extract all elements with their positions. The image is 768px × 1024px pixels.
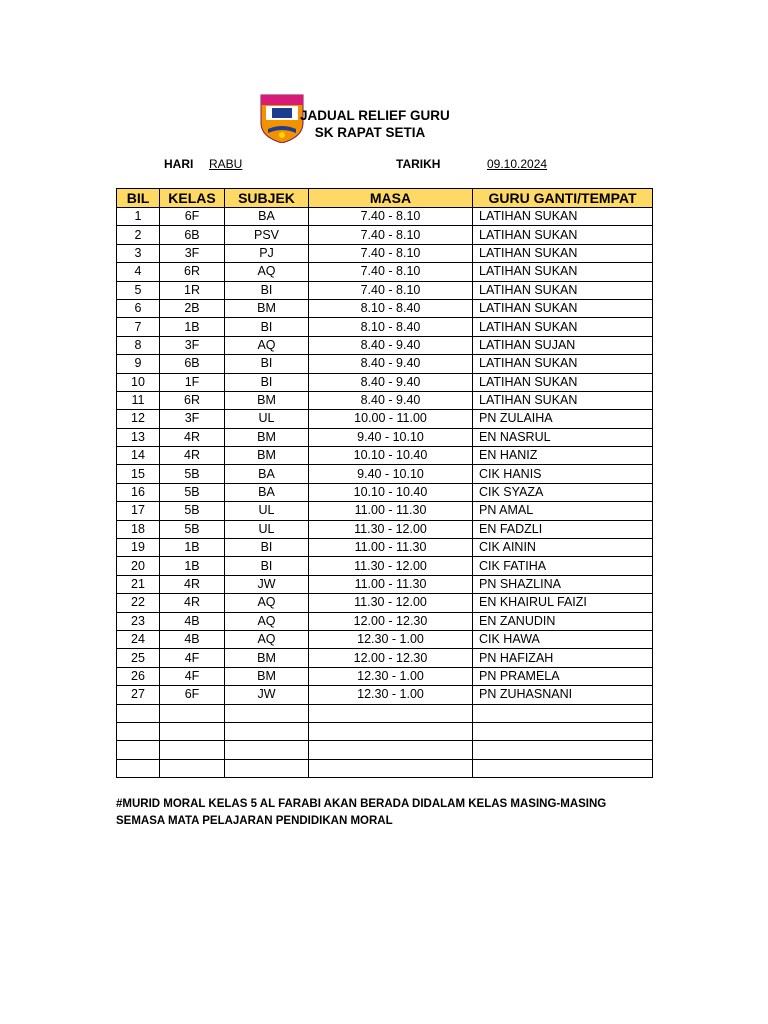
cell-subjek: BM <box>225 667 309 685</box>
table-row <box>117 373 653 391</box>
cell-kelas: 4B <box>160 630 225 648</box>
cell-masa: 7.40 - 8.10 <box>309 263 473 281</box>
cell-guru: PN ZULAIHA <box>473 410 653 428</box>
table-row <box>117 281 653 299</box>
cell-masa: 8.40 - 9.40 <box>309 391 473 409</box>
cell-kelas: 1F <box>160 373 225 391</box>
cell-guru: CIK HANIS <box>473 465 653 483</box>
cell-guru: LATIHAN SUKAN <box>473 208 653 226</box>
cell-subjek: BM <box>225 428 309 446</box>
cell-guru: LATIHAN SUKAN <box>473 244 653 262</box>
table-row <box>117 686 653 704</box>
cell-bil: 24 <box>117 630 160 648</box>
cell-masa: 8.40 - 9.40 <box>309 355 473 373</box>
cell-masa: 12.00 - 12.30 <box>309 649 473 667</box>
cell-kelas: 4R <box>160 428 225 446</box>
empty-cell <box>117 704 160 722</box>
cell-masa: 8.10 - 8.40 <box>309 299 473 317</box>
table-header-row <box>117 189 653 208</box>
cell-kelas: 4R <box>160 575 225 593</box>
cell-bil: 19 <box>117 539 160 557</box>
cell-bil: 8 <box>117 336 160 354</box>
cell-guru: LATIHAN SUKAN <box>473 373 653 391</box>
hari-value: RABU <box>209 157 243 171</box>
table-row <box>117 244 653 262</box>
table-row <box>117 336 653 354</box>
cell-subjek: BM <box>225 391 309 409</box>
cell-masa: 10.10 - 10.40 <box>309 483 473 501</box>
cell-bil: 20 <box>117 557 160 575</box>
empty-cell <box>117 741 160 759</box>
cell-kelas: 1B <box>160 318 225 336</box>
cell-bil: 26 <box>117 667 160 685</box>
table-row <box>117 263 653 281</box>
cell-bil: 5 <box>117 281 160 299</box>
empty-row <box>117 704 653 722</box>
empty-row <box>117 741 653 759</box>
cell-bil: 17 <box>117 502 160 520</box>
cell-guru: CIK HAWA <box>473 630 653 648</box>
cell-kelas: 4R <box>160 447 225 465</box>
empty-cell <box>225 759 309 777</box>
empty-row <box>117 722 653 740</box>
cell-masa: 8.10 - 8.40 <box>309 318 473 336</box>
cell-subjek: PSV <box>225 226 309 244</box>
cell-guru: LATIHAN SUKAN <box>473 299 653 317</box>
empty-cell <box>117 722 160 740</box>
cell-masa: 11.00 - 11.30 <box>309 539 473 557</box>
cell-bil: 7 <box>117 318 160 336</box>
cell-masa: 10.00 - 11.00 <box>309 410 473 428</box>
cell-guru: LATIHAN SUKAN <box>473 226 653 244</box>
cell-masa: 12.00 - 12.30 <box>309 612 473 630</box>
cell-guru: LATIHAN SUKAN <box>473 391 653 409</box>
cell-subjek: BI <box>225 355 309 373</box>
cell-masa: 7.40 - 8.10 <box>309 244 473 262</box>
table-body <box>117 208 653 778</box>
empty-cell <box>309 741 473 759</box>
cell-subjek: UL <box>225 502 309 520</box>
column-header-masa: MASA <box>309 189 473 208</box>
cell-kelas: 5B <box>160 483 225 501</box>
cell-masa: 11.30 - 12.00 <box>309 557 473 575</box>
cell-masa: 8.40 - 9.40 <box>309 336 473 354</box>
cell-guru: LATIHAN SUKAN <box>473 281 653 299</box>
cell-subjek: AQ <box>225 336 309 354</box>
cell-bil: 13 <box>117 428 160 446</box>
cell-subjek: JW <box>225 575 309 593</box>
cell-guru: CIK FATIHA <box>473 557 653 575</box>
title-line-2: SK RAPAT SETIA <box>314 125 426 140</box>
cell-guru: LATIHAN SUKAN <box>473 318 653 336</box>
table-row <box>117 483 653 501</box>
cell-guru: PN HAFIZAH <box>473 649 653 667</box>
cell-subjek: AQ <box>225 594 309 612</box>
empty-cell <box>160 741 225 759</box>
cell-masa: 12.30 - 1.00 <box>309 667 473 685</box>
column-header-kelas: KELAS <box>160 189 225 208</box>
cell-bil: 10 <box>117 373 160 391</box>
cell-kelas: 4F <box>160 649 225 667</box>
cell-kelas: 6F <box>160 208 225 226</box>
table-row <box>117 465 653 483</box>
column-header-bil: BIL <box>117 189 160 208</box>
cell-kelas: 3F <box>160 244 225 262</box>
cell-guru: EN NASRUL <box>473 428 653 446</box>
note-line-1: #MURID MORAL KELAS 5 AL FARABI AKAN BERADA DIDALAM KELAS MASING-MASING <box>116 798 607 810</box>
relief-table <box>116 188 653 778</box>
cell-kelas: 6B <box>160 226 225 244</box>
cell-guru: PN PRAMELA <box>473 667 653 685</box>
cell-guru: EN KHAIRUL FAIZI <box>473 594 653 612</box>
table-row <box>117 557 653 575</box>
cell-guru: EN HANIZ <box>473 447 653 465</box>
table-row <box>117 630 653 648</box>
cell-kelas: 4R <box>160 594 225 612</box>
cell-masa: 10.10 - 10.40 <box>309 447 473 465</box>
cell-kelas: 2B <box>160 299 225 317</box>
empty-cell <box>473 704 653 722</box>
cell-subjek: UL <box>225 410 309 428</box>
empty-cell <box>117 759 160 777</box>
cell-subjek: BA <box>225 465 309 483</box>
empty-cell <box>309 704 473 722</box>
cell-subjek: AQ <box>225 630 309 648</box>
empty-cell <box>160 704 225 722</box>
table-row <box>117 226 653 244</box>
cell-masa: 11.00 - 11.30 <box>309 575 473 593</box>
cell-subjek: PJ <box>225 244 309 262</box>
cell-bil: 11 <box>117 391 160 409</box>
empty-cell <box>160 722 225 740</box>
empty-cell <box>473 759 653 777</box>
cell-kelas: 4F <box>160 667 225 685</box>
cell-bil: 14 <box>117 447 160 465</box>
cell-kelas: 1R <box>160 281 225 299</box>
empty-cell <box>309 759 473 777</box>
cell-subjek: BA <box>225 483 309 501</box>
cell-subjek: BM <box>225 447 309 465</box>
cell-guru: PN ZUHASNANI <box>473 686 653 704</box>
cell-guru: PN AMAL <box>473 502 653 520</box>
cell-kelas: 6F <box>160 686 225 704</box>
table-row <box>117 447 653 465</box>
cell-masa: 7.40 - 8.10 <box>309 281 473 299</box>
cell-kelas: 6R <box>160 263 225 281</box>
empty-row <box>117 759 653 777</box>
cell-kelas: 4B <box>160 612 225 630</box>
table-row <box>117 410 653 428</box>
cell-kelas: 1B <box>160 557 225 575</box>
cell-bil: 23 <box>117 612 160 630</box>
empty-cell <box>473 722 653 740</box>
table-row <box>117 612 653 630</box>
cell-kelas: 6R <box>160 391 225 409</box>
table-row <box>117 428 653 446</box>
cell-bil: 21 <box>117 575 160 593</box>
cell-bil: 4 <box>117 263 160 281</box>
cell-guru: CIK SYAZA <box>473 483 653 501</box>
cell-subjek: AQ <box>225 612 309 630</box>
cell-guru: LATIHAN SUJAN <box>473 336 653 354</box>
cell-subjek: AQ <box>225 263 309 281</box>
empty-cell <box>309 722 473 740</box>
cell-masa: 8.40 - 9.40 <box>309 373 473 391</box>
cell-kelas: 6B <box>160 355 225 373</box>
cell-masa: 7.40 - 8.10 <box>309 226 473 244</box>
table-row <box>117 391 653 409</box>
cell-kelas: 1B <box>160 539 225 557</box>
cell-subjek: BI <box>225 281 309 299</box>
cell-guru: PN SHAZLINA <box>473 575 653 593</box>
cell-bil: 9 <box>117 355 160 373</box>
table-row <box>117 667 653 685</box>
table-row <box>117 299 653 317</box>
table-row <box>117 539 653 557</box>
cell-bil: 16 <box>117 483 160 501</box>
cell-bil: 15 <box>117 465 160 483</box>
cell-guru: EN FADZLI <box>473 520 653 538</box>
cell-bil: 3 <box>117 244 160 262</box>
table-row <box>117 575 653 593</box>
cell-masa: 12.30 - 1.00 <box>309 686 473 704</box>
column-header-subjek: SUBJEK <box>225 189 309 208</box>
table-row <box>117 502 653 520</box>
cell-kelas: 5B <box>160 520 225 538</box>
table-row <box>117 520 653 538</box>
cell-masa: 11.30 - 12.00 <box>309 594 473 612</box>
cell-bil: 1 <box>117 208 160 226</box>
cell-masa: 9.40 - 10.10 <box>309 428 473 446</box>
table-row <box>117 208 653 226</box>
cell-subjek: BI <box>225 373 309 391</box>
hari-label: HARI <box>164 157 194 171</box>
cell-bil: 22 <box>117 594 160 612</box>
cell-masa: 11.00 - 11.30 <box>309 502 473 520</box>
cell-bil: 25 <box>117 649 160 667</box>
note-line-2: SEMASA MATA PELAJARAN PENDIDIKAN MORAL <box>116 815 393 827</box>
cell-masa: 7.40 - 8.10 <box>309 208 473 226</box>
cell-masa: 9.40 - 10.10 <box>309 465 473 483</box>
cell-subjek: UL <box>225 520 309 538</box>
cell-subjek: BM <box>225 299 309 317</box>
cell-bil: 2 <box>117 226 160 244</box>
page-title <box>300 107 450 141</box>
cell-guru: LATIHAN SUKAN <box>473 263 653 281</box>
empty-cell <box>225 704 309 722</box>
cell-kelas: 3F <box>160 336 225 354</box>
title-line-1: JADUAL RELIEF GURU <box>300 108 450 123</box>
cell-bil: 12 <box>117 410 160 428</box>
cell-masa: 11.30 - 12.00 <box>309 520 473 538</box>
empty-cell <box>225 722 309 740</box>
empty-cell <box>225 741 309 759</box>
cell-subjek: BA <box>225 208 309 226</box>
cell-subjek: BI <box>225 539 309 557</box>
cell-subjek: BI <box>225 318 309 336</box>
table-row <box>117 649 653 667</box>
cell-kelas: 5B <box>160 465 225 483</box>
cell-subjek: BI <box>225 557 309 575</box>
empty-cell <box>160 759 225 777</box>
cell-subjek: JW <box>225 686 309 704</box>
cell-masa: 12.30 - 1.00 <box>309 630 473 648</box>
cell-guru: EN ZANUDIN <box>473 612 653 630</box>
cell-kelas: 5B <box>160 502 225 520</box>
cell-bil: 27 <box>117 686 160 704</box>
cell-bil: 6 <box>117 299 160 317</box>
cell-guru: CIK AININ <box>473 539 653 557</box>
column-header-guru: GURU GANTI/TEMPAT <box>473 189 653 208</box>
table-row <box>117 594 653 612</box>
cell-kelas: 3F <box>160 410 225 428</box>
cell-subjek: BM <box>225 649 309 667</box>
tarikh-label: TARIKH <box>396 157 441 171</box>
school-logo <box>258 93 306 151</box>
cell-bil: 18 <box>117 520 160 538</box>
cell-guru: LATIHAN SUKAN <box>473 355 653 373</box>
empty-cell <box>473 741 653 759</box>
table-row <box>117 318 653 336</box>
tarikh-value: 09.10.2024 <box>487 157 548 171</box>
table-row <box>117 355 653 373</box>
note <box>116 796 606 830</box>
